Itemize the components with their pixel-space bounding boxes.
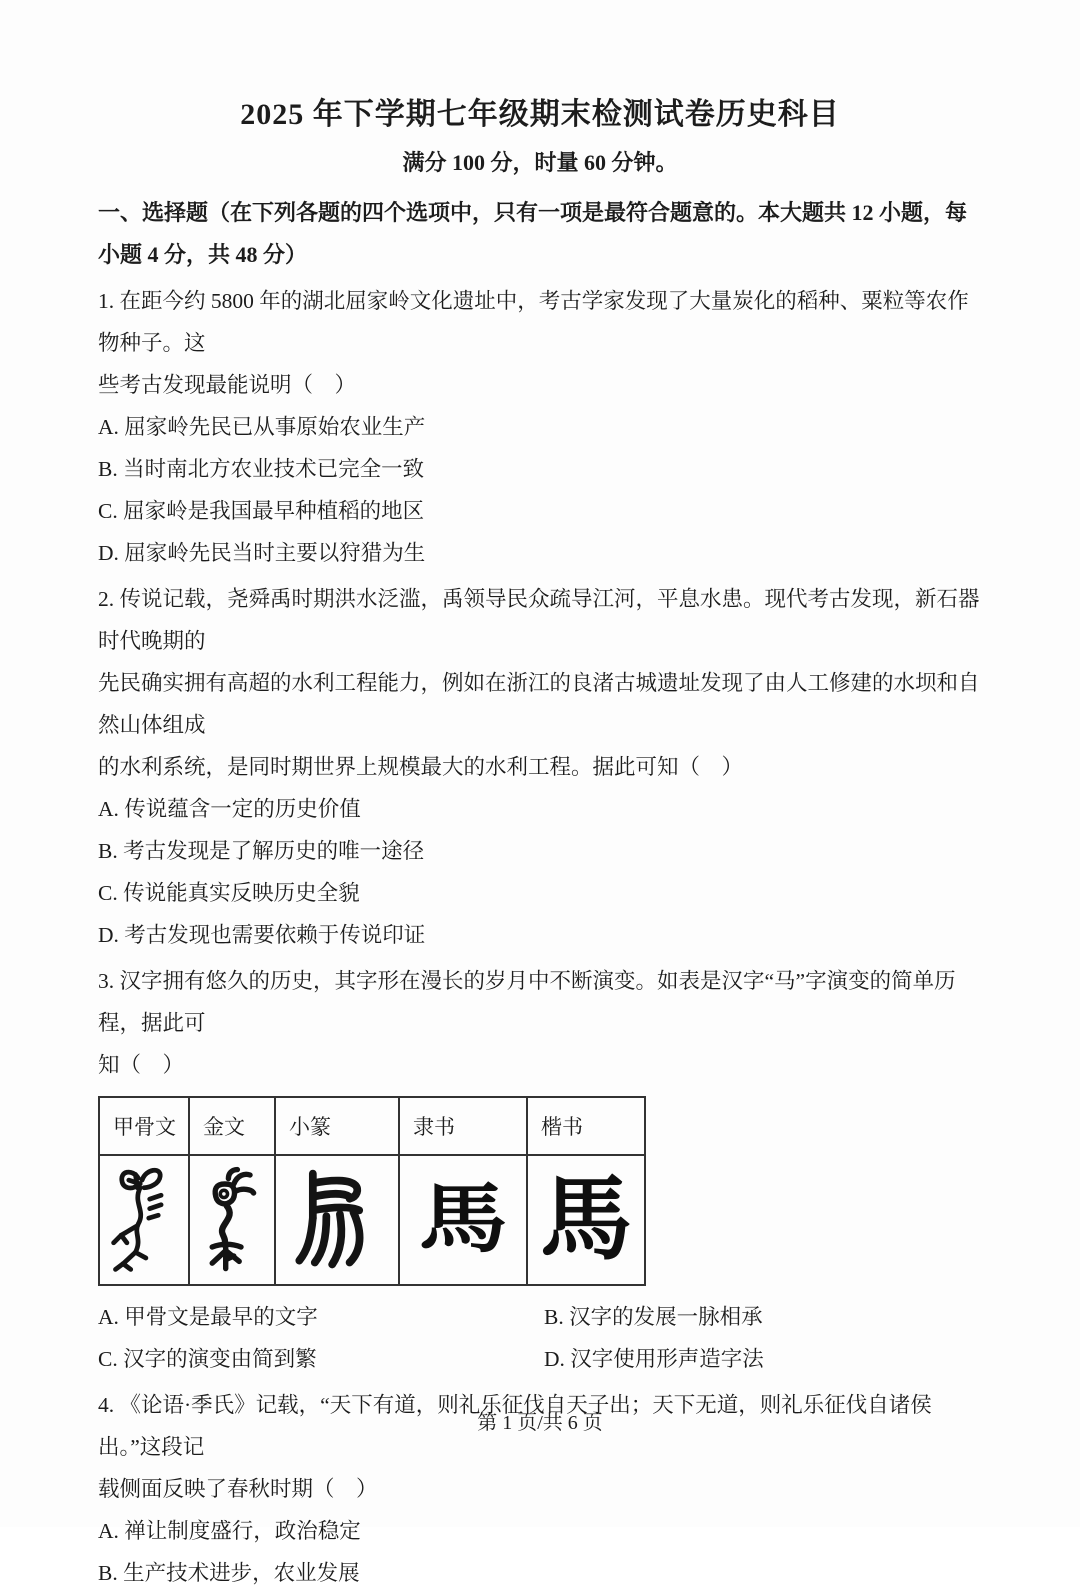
page-number: 第 1 页/共 6 页 — [477, 1412, 603, 1434]
question-2-option-a: A. 传说蕴含一定的历史价值 — [98, 797, 361, 821]
question-1-option-b: B. 当时南北方农业技术已完全一致 — [98, 457, 425, 481]
script-table-header-regular: 楷书 — [527, 1097, 645, 1155]
question-1-stem-line-1: 1. 在距今约 5800 年的湖北屈家岭文化遗址中，考古学家发现了大量炭化的稻种、粟粒等农作物种子。这 — [98, 289, 969, 355]
question-3-stem-line-1: 3. 汉字拥有悠久的历史，其字形在漫长的岁月中不断演变。如表是汉字“马”字演变的简单历程，据此可 — [98, 969, 956, 1035]
section-heading — [98, 192, 982, 276]
script-table-header-seal: 小篆 — [275, 1097, 399, 1155]
question-3-option-c: C. 汉字的演变由简到繁 — [98, 1347, 317, 1371]
question-3-option-b: B. 汉字的发展一脉相承 — [544, 1305, 763, 1329]
regular-ma-cell — [527, 1155, 645, 1285]
question-3-option-d: D. 汉字使用形声造字法 — [544, 1347, 764, 1371]
question-2-option-d: D. 考古发现也需要依赖于传说印证 — [98, 923, 426, 947]
clerical-ma-glyph: 馬 — [418, 1177, 508, 1262]
question-1 — [98, 280, 982, 574]
bronze-ma-glyph — [196, 1161, 268, 1279]
question-1-option-d: D. 屈家岭先民当时主要以狩猎为生 — [98, 541, 426, 565]
question-3 — [98, 960, 982, 1380]
question-4-stem-line-1: 4. 《论语·季氏》记载，“天下有道，则礼乐征伐自天子出；天下无道，则礼乐征伐自诸侯出。”这段记 — [98, 1393, 932, 1459]
question-4-stem-line-2: 载侧面反映了春秋时期（ ） — [98, 1477, 378, 1501]
question-1-option-a: A. 屈家岭先民已从事原始农业生产 — [98, 415, 426, 439]
script-table-header-oracle: 甲骨文 — [99, 1097, 189, 1155]
oracle-bone-ma-cell — [99, 1155, 189, 1285]
clerical-ma-cell — [399, 1155, 527, 1285]
script-table-header-clerical: 隶书 — [399, 1097, 527, 1155]
section-heading-line-2: 小题 4 分，共 48 分） — [98, 242, 308, 267]
question-2-stem-line-3: 的水利系统，是同时期世界上规模最大的水利工程。据此可知（ ） — [98, 755, 744, 779]
question-4-option-b: B. 生产技术进步，农业发展 — [98, 1561, 360, 1585]
section-heading-line-1: 一、选择题（在下列各题的四个选项中，只有一项是最符合题意的。本大题共 12 小题，每 — [98, 200, 968, 225]
question-2-option-c: C. 传说能真实反映历史全貌 — [98, 881, 360, 905]
page-subtitle: 满分 100 分，时量 60 分钟。 — [402, 150, 678, 175]
question-4-option-a: A. 禅让制度盛行，政治稳定 — [98, 1519, 361, 1543]
question-3-option-a: A. 甲骨文是最早的文字 — [98, 1305, 318, 1329]
question-2-stem-line-2: 先民确实拥有高超的水利工程能力，例如在浙江的良渚古城遗址发现了由人工修建的水坝和自然山体组成 — [98, 671, 980, 737]
page-title: 2025 年下学期七年级期末检测试卷历史科目 — [240, 98, 840, 131]
question-2 — [98, 578, 982, 956]
small-seal-ma-cell — [275, 1155, 399, 1285]
bronze-ma-cell — [189, 1155, 275, 1285]
question-3-stem-line-2: 知（ ） — [98, 1053, 185, 1077]
regular-ma-glyph: 馬 — [539, 1169, 632, 1271]
script-table-header-row — [99, 1097, 645, 1155]
question-1-option-c: C. 屈家岭是我国最早种植稻的地区 — [98, 499, 425, 523]
question-1-stem-line-2: 些考古发现最能说明（ ） — [98, 373, 357, 397]
script-evolution-table — [98, 1096, 646, 1286]
question-2-stem-line-1: 2. 传说记载，尧舜禹时期洪水泛滥，禹领导民众疏导江河，平息水患。现代考古发现，新石器时代晚期的 — [98, 587, 980, 653]
question-2-option-b: B. 考古发现是了解历史的唯一途径 — [98, 839, 425, 863]
small-seal-ma-glyph — [291, 1162, 383, 1278]
script-table-header-bronze: 金文 — [189, 1097, 275, 1155]
oracle-bone-ma-glyph — [106, 1162, 182, 1278]
question-3-options — [98, 1296, 982, 1380]
script-table-glyph-row — [99, 1155, 645, 1285]
